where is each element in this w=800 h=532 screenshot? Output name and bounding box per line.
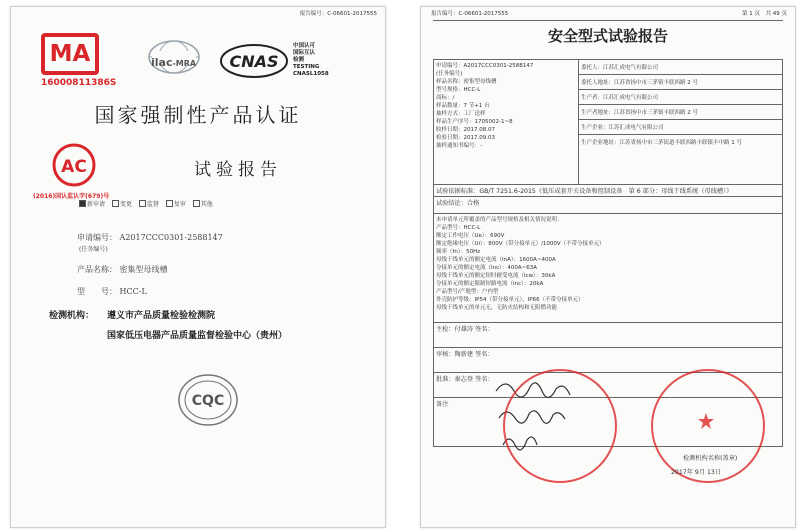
check-new-application: 新申请: [79, 201, 105, 208]
lab-name-2: 国家低压电器产品质量监督检验中心（贵州）: [107, 331, 288, 341]
check-other: 其他: [193, 201, 213, 208]
check-change: 变更: [112, 201, 132, 208]
application-number: 申请编号： A2017CCC0301-2588147: [77, 233, 223, 242]
remark-row: 备注: [434, 398, 783, 447]
desc-line: 分接单元的额定限制短路电流（Inc）：20kA: [436, 281, 544, 287]
sample-info-left: [434, 60, 579, 185]
cnas-en1: TESTING: [293, 64, 320, 70]
client-info-right: [579, 60, 783, 185]
desc-line: 额定绝缘电压（Ui）：800V（带分接单元）/1000V（不带分接单元）: [436, 241, 605, 247]
test-report-first-page: [420, 6, 796, 528]
basis-label: 试验依据标准：: [436, 188, 480, 195]
lab-name-1: 遵义市产品质量检验检测院: [107, 311, 216, 321]
product-model: 型 号： HCC-L: [77, 287, 147, 296]
certificate-title: 国家强制性产品认证: [94, 103, 302, 127]
desc-line: 母线干线单元的额定短时耐受电流（Icw）：30kA: [436, 273, 556, 279]
cqc-logo: [176, 372, 240, 428]
info-received-date: 收样日期：2017.08.07: [436, 127, 495, 133]
ma-logo: MA: [41, 33, 99, 75]
client-name: 委托人：江苏汇成电气有限公司: [579, 60, 782, 75]
auditor-row: 审核：陶新建 签名：: [434, 348, 783, 373]
producer-address: 生产者地址：江苏省扬中市三茅镇丰联西路 2 号: [579, 105, 782, 120]
product-description: [434, 214, 783, 323]
accreditation-code: (2016)国认监认字(679)号: [33, 193, 110, 200]
desc-line: 外壳防护等级：IP54（带分接单元），IP66（不带分接单元）: [436, 297, 584, 303]
cnas-name: CNAS: [229, 52, 279, 71]
ilac-text: ilac-MRA: [151, 56, 197, 69]
seal-star-icon: [697, 412, 715, 430]
check-review: 复审: [166, 201, 186, 208]
info-quantity: 样品数量：7 节+1 台: [436, 103, 490, 109]
report-title: 安全型式试验报告: [547, 27, 668, 45]
info-application-no: 申请编号：A2017CCC0301-2588147: [436, 63, 534, 69]
cnas-text-block: [293, 43, 329, 78]
signer-row: 批准：秦志登 签名：: [434, 373, 783, 398]
desc-line: 频率（fn）：50Hz: [436, 249, 481, 255]
info-test-date: 检验日期：2017.09.03: [436, 135, 495, 141]
desc-line: 分接单元的额定电流（Inc）：400A~63A: [436, 265, 538, 271]
info-sampling-method: 抽样方式：工厂送样: [436, 111, 486, 117]
svg-text:AC: AC: [61, 157, 87, 177]
seal-caption: 检测机构名称(盖章): [683, 455, 738, 462]
producer-name: 生产者：江苏汇成电气有限公司: [579, 90, 782, 105]
application-type-checks: [79, 199, 218, 208]
cqc-text: CQC: [191, 393, 225, 409]
report-number: 报告编号：C-06601-2017555: [299, 11, 377, 17]
info-model: 型号规格：HCC-L: [436, 87, 481, 93]
desc-line: 母线干线单元的额定电流（InA）：1600A~400A: [436, 257, 556, 263]
desc-line: 母线干线单元的单元无，无防火结构和无阻燃功能: [436, 305, 558, 311]
test-report-subtitle: 试验报告: [194, 160, 282, 180]
product-name: 产品名称： 密集型母线槽: [77, 265, 168, 274]
desc-line: 产品型号/产地型：户内型: [436, 289, 499, 295]
factory-name: 生产企业：江苏汇成电气有限公司: [579, 120, 782, 135]
info-sampling-notice: 抽样通知书编号：-: [436, 143, 482, 149]
lab-label: 检测机构：: [49, 311, 95, 321]
cnas-cn2: 国际互认: [293, 50, 316, 56]
cnas-logo-mark: [219, 43, 289, 79]
ma-number: 16000811386S: [41, 78, 117, 88]
desc-line: 产品型号：HCC-L: [436, 225, 481, 231]
info-serial: 样品生产序号：1705002-1~8: [436, 119, 513, 125]
info-trademark: 商标：/: [436, 95, 455, 101]
factory-address: 生产企业地址：江苏省扬中市三茅街道丰联西路丰联镇丰中路 1 号: [581, 140, 742, 146]
test-basis: [434, 185, 783, 197]
test-conclusion: 试验结论：合格: [434, 197, 783, 214]
check-supervision: 监督: [139, 201, 159, 208]
certificate-cover-page: [10, 6, 386, 528]
basis-standard: GB/T 7251.6-2015《低压成套开关设备和控制设备 第 6 部分：母线干线系统（母线槽）》: [479, 188, 733, 195]
cnas-cn1: 中国认可: [293, 43, 316, 49]
cnas-en2: CNASL1058: [293, 71, 329, 77]
task-number-label: (任务编号): [79, 246, 108, 253]
desc-line: 额定工作电压（Ue）：690V: [436, 233, 505, 239]
desc-header: 本申请单元所覆盖的产品型号规格及相关情况说明：: [436, 217, 563, 223]
approver-row: 主检：付雄涛 签名：: [434, 323, 783, 348]
report-date: 2017年 9月 13日: [671, 469, 722, 476]
official-seal-1: [503, 369, 617, 483]
report-number: 报告编号：C-06601-2017555: [431, 11, 509, 17]
cnas-cn3: 检测: [293, 57, 305, 63]
page-indicator: 第 1 页 共 49 页: [742, 11, 787, 17]
info-task-no: (任务编号): [436, 71, 463, 77]
info-sample-name: 样品名称：密集型母线槽: [436, 79, 497, 85]
client-address: 委托人地址：江苏省扬中市三茅镇丰联西路 2 号: [579, 75, 782, 90]
